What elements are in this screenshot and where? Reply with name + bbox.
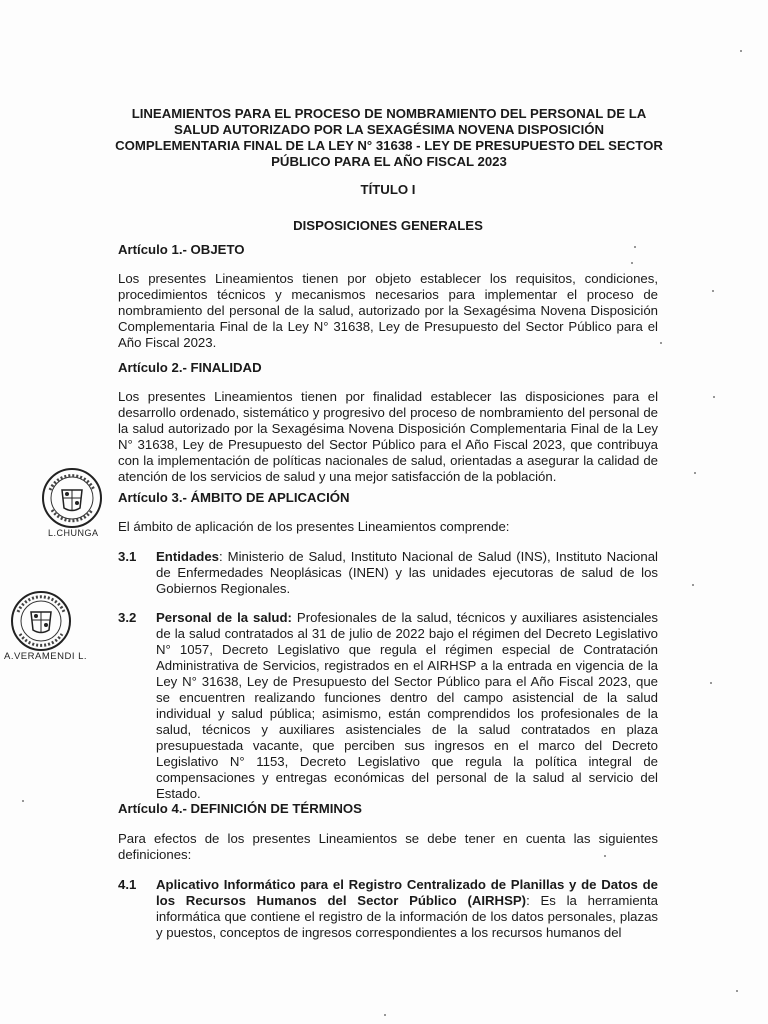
scan-speck [713, 396, 715, 398]
titulo-heading: TÍTULO I [360, 182, 416, 197]
list-item-4-1 [118, 877, 658, 941]
scan-speck [631, 262, 633, 264]
item-text: Profesionales de la salud, técnicos y auxiliares asistenciales de la salud contratados al 31 de julio de 2022 bajo el régimen del Decreto Legislativo N° 1057, Decreto Legislativo que regula el régimen especial de Contratación Administrativa de Servicios, registrados en el AIRHSP a la entrada en vigencia de la Ley N° 31638, Ley de Presupuesto del Sector Público para el Año Fiscal 2023, que se encuentren realizando funciones dentro del campo asistencial de la salud individual y salud pública; asimismo, están comprendidos los profesionales de la salud, técnicos y auxiliares asistenciales de la salud contratados en plaza presupuestada vacante, que perciben sus ingresos en el marco del Decreto Legislativo N° 1153, Decreto Legislativo que regula la política integral de compensaciones y entregas económicas del personal de la salud al servicio del Estado. [156, 610, 659, 801]
item-term: Aplicativo Informático para el Registro Centralizado de Planillas y de Datos de los Recursos Humanos del Sector Público (AIRHSP) [156, 877, 658, 908]
scan-speck [660, 342, 662, 344]
stamp-signature-2: A.VERAMENDI L. [4, 651, 88, 662]
stamp-signature-1: L.CHUNGA [48, 528, 99, 538]
article-2-heading: Artículo 2.- FINALIDAD [118, 360, 262, 375]
item-number: 4.1 [118, 877, 137, 892]
scan-speck [712, 290, 714, 292]
item-number: 3.2 [118, 610, 137, 625]
ministry-seal-icon [40, 466, 104, 530]
list-item-3-1 [118, 549, 658, 597]
item-number: 3.1 [118, 549, 137, 564]
article-3-heading: Artículo 3.- ÁMBITO DE APLICACIÓN [118, 490, 350, 505]
article-3-intro: El ámbito de aplicación de los presentes Lineamientos comprende: [118, 519, 510, 534]
scan-speck [634, 246, 636, 248]
scan-speck [384, 1014, 386, 1016]
ministry-seal-icon [6, 590, 76, 652]
scan-speck [694, 472, 696, 474]
article-4-intro: Para efectos de los presentes Lineamientos se debe tener en cuenta las siguientes definiciones: [118, 831, 658, 862]
document-title: LINEAMIENTOS PARA EL PROCESO DE NOMBRAMIENTO DEL PERSONAL DE LA SALUD AUTORIZADO POR LA SEXAGÉSIMA NOVENA DISPOSICIÓN COMPLEMENTARIA FINAL DE LA LEY N° 31638 - LEY DE PRESUPUESTO DEL SECTOR PÚBLICO PARA EL AÑO FISCAL 2023 [115, 106, 663, 169]
scan-speck [740, 50, 742, 52]
item-term: Entidades [156, 549, 220, 564]
item-text: : Ministerio de Salud, Instituto Nacional de Salud (INS), Instituto Nacional de Enfermedades Neoplásicas (INEN) y las unidades ejecutoras de salud de los Gobiernos Regionales. [156, 549, 658, 596]
scan-speck [604, 855, 606, 857]
article-1-text: Los presentes Lineamientos tienen por objeto establecer los requisitos, condiciones, procedimientos técnicos y mecanismos necesarios para implementar el proceso de nombramiento del personal de la salud, autorizado por la Sexagésima Novena Disposición Complementaria Final de la Ley N° 31638, Ley de Presupuesto del Sector Público para el Año Fiscal 2023. [118, 271, 658, 350]
article-4-heading: Artículo 4.- DEFINICIÓN DE TÉRMINOS [118, 801, 362, 816]
article-2-text: Los presentes Lineamientos tienen por finalidad establecer las disposiciones para el desarrollo ordenado, sistemático y progresivo del proceso de nombramiento del personal de la salud autorizado por la Sexagésima Novena Disposición Complementaria Final de la Ley N° 31638, Ley de Presupuesto del Sector Público para el Año Fiscal 2023, que contribuya con la implementación de políticas nacionales de salud, orientadas a asegurar la calidad de atención de los servicios de salud y una mejor satisfacción de la población. [118, 389, 658, 484]
scan-speck [710, 682, 712, 684]
article-1-heading: Artículo 1.- OBJETO [118, 242, 245, 257]
scan-speck [22, 800, 24, 802]
section-heading: DISPOSICIONES GENERALES [293, 218, 483, 233]
list-item-3-2 [118, 610, 658, 802]
scan-speck [692, 584, 694, 586]
item-term: Personal de la salud: [156, 610, 292, 625]
item-text: : Es la herramienta informática que contiene el registro de la información de los datos personales, plazas y puestos, conceptos de ingresos correspondientes a los recursos humanos del [156, 893, 658, 940]
scan-speck [736, 990, 738, 992]
